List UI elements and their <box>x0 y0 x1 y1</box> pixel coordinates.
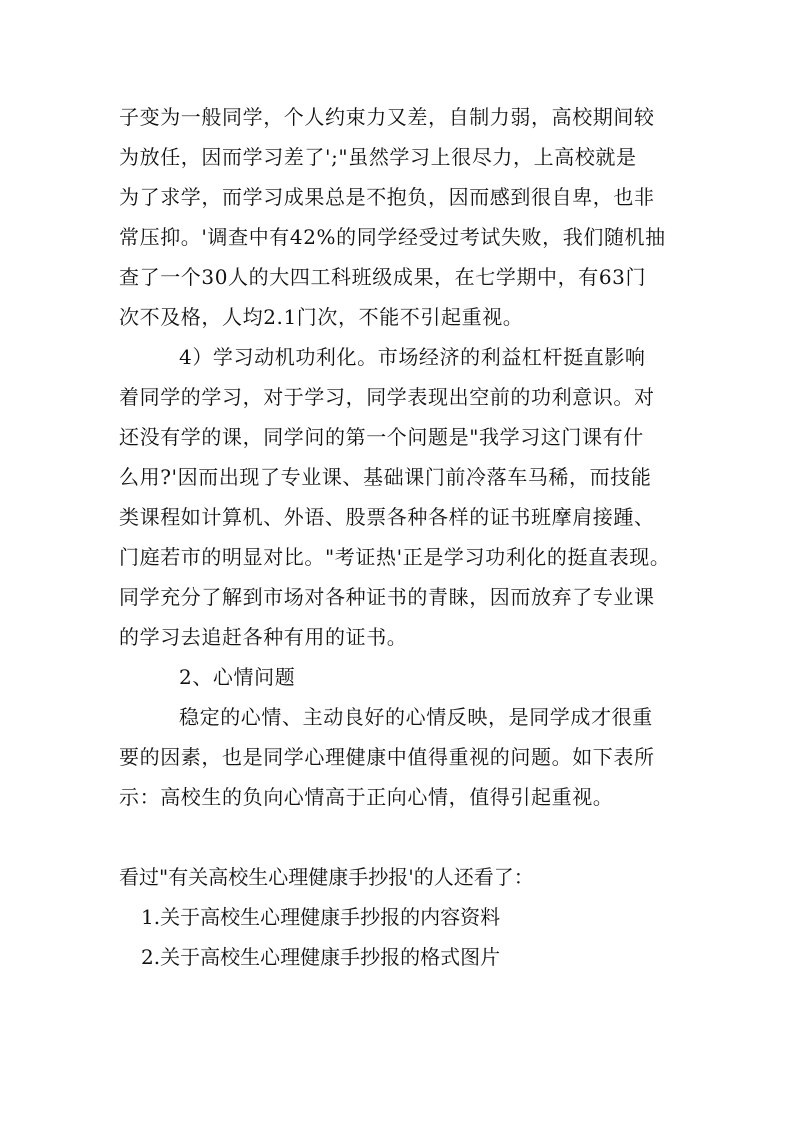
text-line: 还没有学的课，同学问的第一个问题是"我学习这门课有什 <box>119 425 644 449</box>
related-link[interactable]: 1.关于高校生心理健康手抄报的内容资料 <box>141 905 501 929</box>
section-heading: 2、心情问题 <box>179 665 296 689</box>
paragraph-emotion <box>119 697 685 817</box>
spacer <box>119 817 685 857</box>
section-heading-emotion <box>119 657 685 697</box>
text-line: 查了一个30人的大四工科班级成果，在七学期中，有63门 <box>119 265 647 289</box>
text-line: 同学充分了解到市场对各种证书的青睐，因而放弃了专业课 <box>119 585 655 609</box>
related-item[interactable] <box>119 897 685 937</box>
text-line: 示：高校生的负向心情高于正向心情，值得引起重视。 <box>119 785 614 809</box>
related-articles <box>119 857 685 977</box>
text-line: 的学习去追赶各种有用的证书。 <box>119 625 408 649</box>
paragraph-study-pressure <box>119 97 685 337</box>
text-line: 类课程如计算机、外语、股票各种各样的证书班摩肩接踵、 <box>119 505 655 529</box>
text-line: 次不及格，人均2.1门次，不能不引起重视。 <box>119 305 524 329</box>
text-line: 门庭若市的明显对比。"考证热'正是学习功利化的挺直表现。 <box>119 545 671 569</box>
related-link[interactable]: 2.关于高校生心理健康手抄报的格式图片 <box>141 945 501 969</box>
related-item[interactable] <box>119 937 685 977</box>
document-body <box>119 97 685 977</box>
text-line: 常压抑。'调查中有42%的同学经受过考试失败，我们随机抽 <box>119 225 666 249</box>
paragraph-utilitarian-motivation <box>119 337 685 657</box>
text-line: 子变为一般同学，个人约束力又差，自制力弱，高校期间较 <box>119 105 655 129</box>
text-line: 为放任，因而学习差了';"虽然学习上很尽力，上高校就是 <box>119 145 637 169</box>
text-line: 着同学的学习，对于学习，同学表现出空前的功利意识。对 <box>119 385 655 409</box>
related-title: 看过"有关高校生心理健康手抄报'的人还看了： <box>119 865 534 889</box>
text-line: 为了求学，而学习成果总是不抱负，因而感到很自卑，也非 <box>119 185 655 209</box>
text-line: 么用?'因而出现了专业课、基础课门前冷落车马稀，而技能 <box>119 465 652 489</box>
text-line: 要的因素，也是同学心理健康中值得重视的问题。如下表所 <box>119 745 655 769</box>
text-line: 4）学习动机功利化。市场经济的利益杠杆挺直影响 <box>179 345 646 369</box>
text-line: 稳定的心情、主动良好的心情反映，是同学成才很重 <box>179 705 653 729</box>
